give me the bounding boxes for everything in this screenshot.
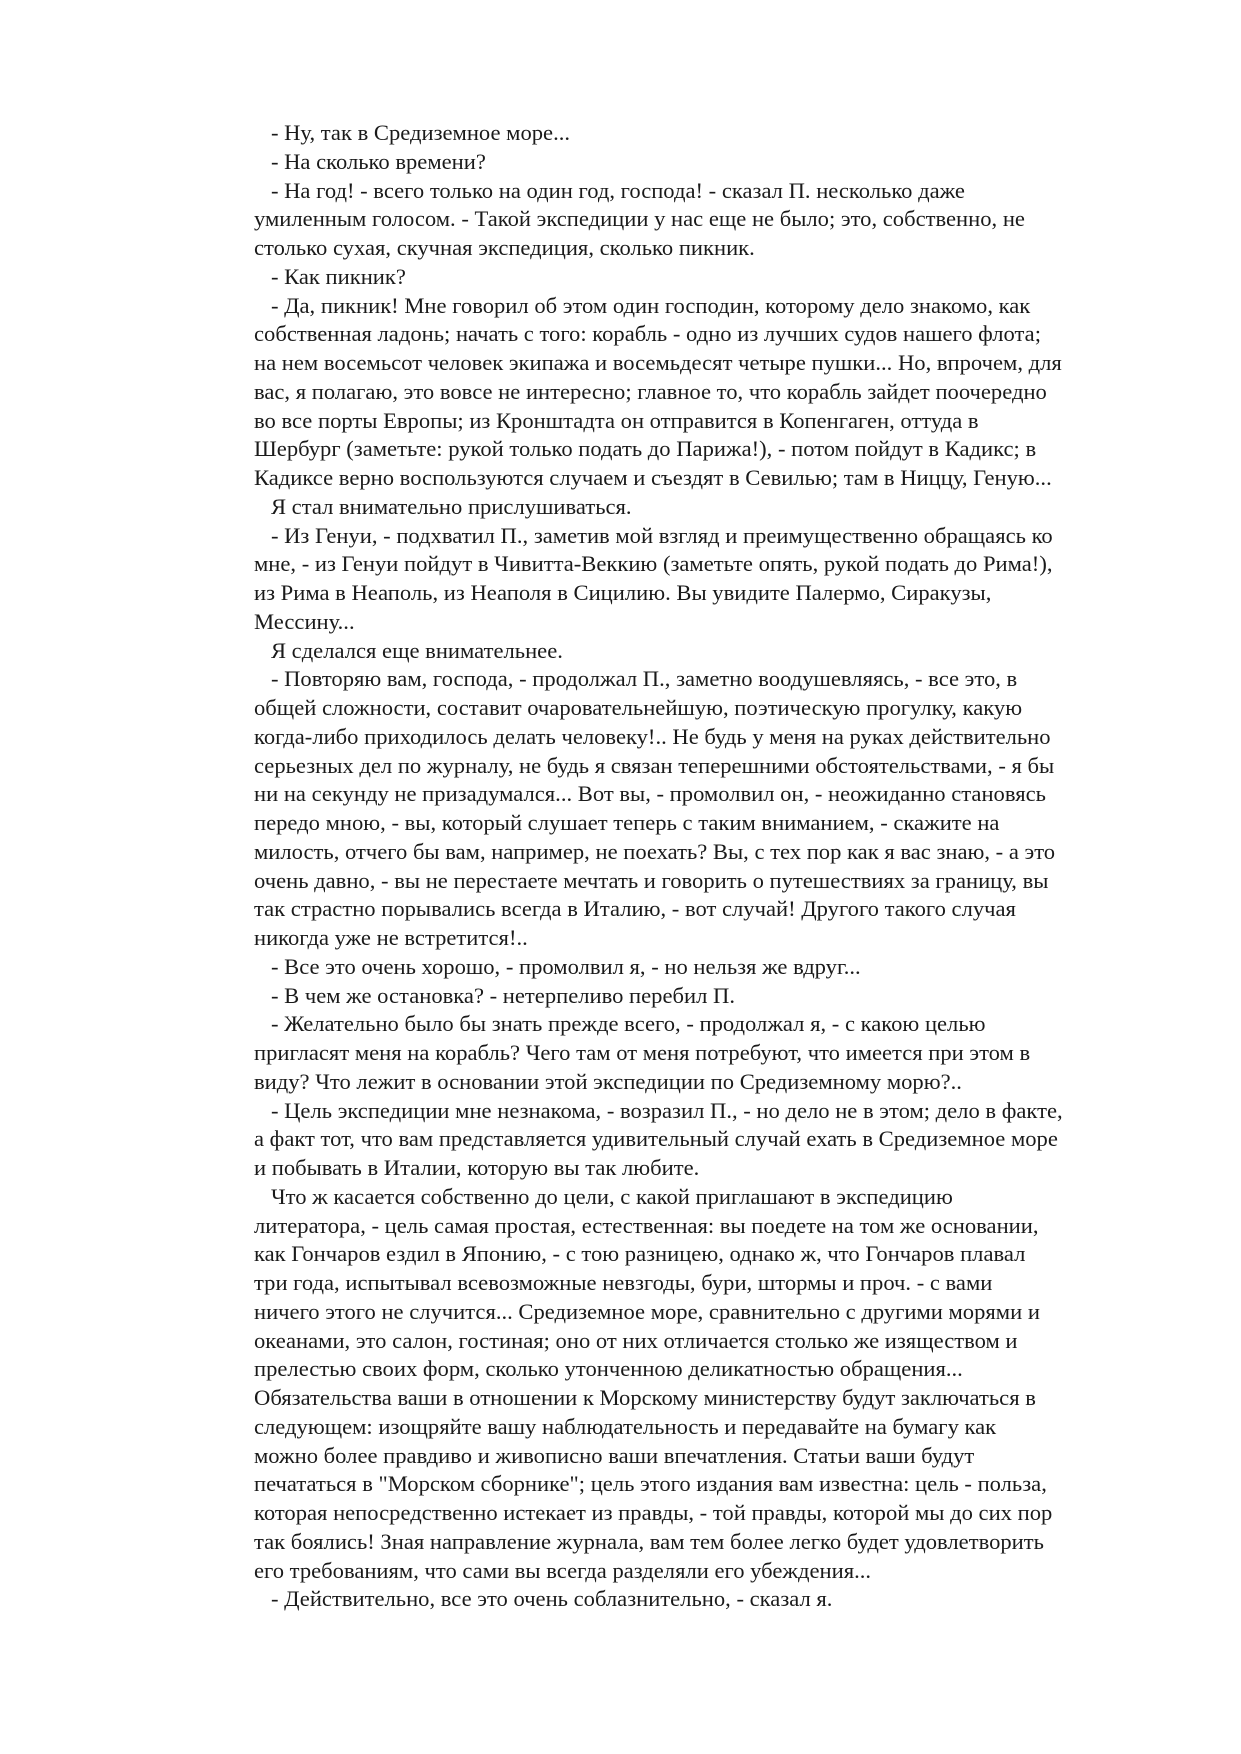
text-line: во все порты Европы; из Кронштадта он отправится в Копенгаген, оттуда в [254, 407, 979, 433]
text-line: следующем: изощряйте вашу наблюдательность и передавайте на бумагу как [254, 1413, 997, 1439]
text-line: милость, отчего бы вам, например, не поехать? Вы, с тех пор как я вас знаю, - а это [254, 838, 1056, 864]
text-line: на нем восемьсот человек экипажа и восемьдесят четыре пушки... Но, впрочем, для [254, 350, 1062, 375]
text-line: ни на секунду не призадумался... Вот вы, - промолвил он, - неожиданно становясь [254, 781, 1046, 807]
text-line: - Да, пикник! Мне говорил об этом один господин, которому дело знакомо, как [254, 292, 1031, 318]
text-line: литератора, - цель самая простая, естественная: вы поедете на том же основании, [254, 1212, 1039, 1238]
text-line: из Рима в Неаполь, из Неаполя в Сицилию. Вы увидите Палермо, Сиракузы, [254, 580, 992, 605]
text-line: которая непосредственно истекает из правды, - той правды, которой мы до сих пор [254, 1500, 1053, 1525]
text-line: прелестью своих форм, сколько утонченною деликатностью обращения... [254, 1356, 963, 1382]
text-line: - Ну, так в Средиземное море... [254, 120, 571, 145]
text-line: его требованиям, что сами вы всегда разделяли его убеждения... [254, 1557, 872, 1583]
text-line: так страстно порывались всегда в Италию, - вот случай! Другого такого случая [254, 896, 1016, 922]
text-line: Что ж касается собственно до цели, с какой приглашают в экспедицию [254, 1183, 953, 1209]
text-line: Я стал внимательно прислушиваться. [254, 493, 632, 519]
text-line: умиленным голосом. - Такой экспедиции у нас еще не было; это, собственно, не [254, 206, 1025, 232]
text-line: так боялись! Зная направление журнала, вам тем более легко будет удовлетворить [254, 1528, 1044, 1554]
text-line: - Все это очень хорошо, - промолвил я, - но нельзя же вдруг... [254, 953, 861, 979]
text-line: пригласят меня на корабль? Чего там от меня потребуют, что имеется при этом в [254, 1040, 1031, 1065]
text-line: - Цель экспедиции мне незнакома, - возразил П., - но дело не в этом; дело в факте, [254, 1097, 1063, 1123]
text-line: виду? Что лежит в основании этой экспедиции по Средиземному морю?.. [254, 1068, 962, 1094]
text-line: - Как пикник? [254, 263, 406, 289]
text-line: - Действительно, все это очень соблазнительно, - сказал я. [254, 1586, 833, 1612]
text-line: очень давно, - вы не перестаете мечтать и говорить о путешествиях за границу, вы [254, 867, 1049, 893]
text-line: Мессину... [254, 608, 355, 634]
text-line: передо мною, - вы, который слушает теперь с таким вниманием, - скажите на [254, 810, 1000, 835]
text-line: собственная ладонь; начать с того: корабль - одно из лучших судов нашего флота; [254, 321, 1041, 347]
text-line: и побывать в Италии, которую вы так любите. [254, 1155, 700, 1180]
text-line: Обязательства ваши в отношении к Морскому министерству будут заключаться в [254, 1385, 1036, 1410]
text-line: можно более правдиво и живописно ваши впечатления. Статьи ваши будут [254, 1442, 975, 1468]
text-line: никогда уже не встретится!.. [254, 925, 528, 950]
text-line: как Гончаров ездил в Японию, - с тою разницею, однако ж, что Гончаров плавал [254, 1241, 1026, 1267]
text-line: - Повторяю вам, господа, - продолжал П., заметно воодушевляясь, - все это, в [254, 666, 1018, 692]
text-line: - Желательно было бы знать прежде всего, - продолжал я, - с какою целью [254, 1011, 986, 1037]
text-line: когда-либо приходилось делать человеку!.. Не будь у меня на руках действительно [254, 723, 1051, 749]
text-line: серьезных дел по журналу, не будь я связан теперешними обстоятельствами, - я бы [254, 752, 1055, 778]
text-line: Шербург (заметьте: рукой только подать до Парижа!), - потом пойдут в Кадикс; в [254, 436, 1037, 462]
text-line: три года, испытывал всевозможные невзгоды, бури, штормы и проч. - с вами [254, 1270, 993, 1295]
body-text [254, 119, 1164, 1614]
text-line: океанами, это салон, гостиная; оно от них отличается столько же изяществом и [254, 1327, 1018, 1353]
text-line: - На год! - всего только на один год, господа! - сказал П. несколько даже [254, 177, 965, 203]
text-line: - На сколько времени? [254, 148, 486, 174]
text-line: Кадиксе верно воспользуются случаем и съездят в Севилью; там в Ниццу, Геную... [254, 465, 1052, 490]
text-line: Я сделался еще внимательнее. [254, 637, 563, 663]
text-line: столько сухая, скучная экспедиция, сколько пикник. [254, 235, 755, 260]
text-line: общей сложности, составит очаровательнейшую, поэтическую прогулку, какую [254, 695, 1023, 720]
text-line: вас, я полагаю, это вовсе не интересно; главное то, что корабль зайдет поочередно [254, 378, 1047, 404]
text-line: - В чем же остановка? - нетерпеливо перебил П. [254, 982, 735, 1008]
text-line: а факт тот, что вам представляется удивительный случай ехать в Средиземное море [254, 1126, 1058, 1152]
text-line: - Из Генуи, - подхватил П., заметив мой взгляд и преимущественно обращаясь ко [254, 522, 1053, 548]
text-line: ничего этого не случится... Средиземное море, сравнительно с другими морями и [254, 1298, 1040, 1324]
text-line: печататься в "Морском сборнике"; цель этого издания вам известна: цель - польза, [254, 1471, 1047, 1497]
text-line: мне, - из Генуи пойдут в Чивитта-Веккию (заметьте опять, рукой подать до Рима!), [254, 551, 1053, 577]
